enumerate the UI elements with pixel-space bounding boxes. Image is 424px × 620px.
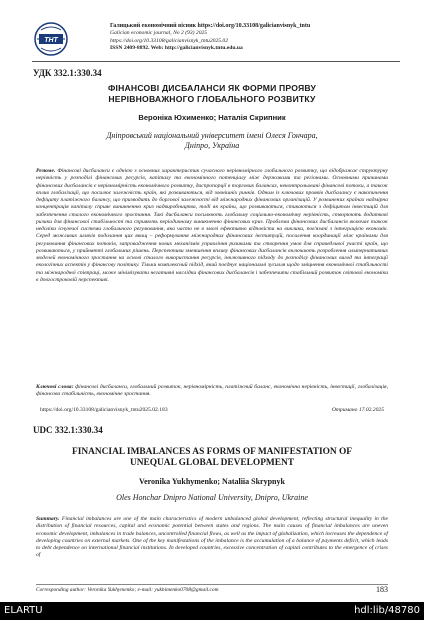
corresponding-author: Corresponding author: Veronika Yukhymenko; e-mail: yukhimenko0708@gmail.com — [36, 587, 219, 593]
repository-bar — [0, 602, 424, 620]
issue-doi[interactable]: https://doi.org/10.33108/galicianvisnyk_tntu2025.02 — [110, 37, 229, 44]
summary-en — [36, 516, 388, 560]
keywords-label: Ключові слова: — [36, 384, 74, 390]
header-divider — [32, 61, 400, 62]
journal-header — [32, 22, 408, 62]
affiliation-uk-line-2: Дніпро, Україна — [184, 141, 240, 150]
abstract-uk — [36, 168, 388, 284]
journal-title-en: Galician economic journal, No 2 (93) 2025 — [110, 30, 208, 37]
udc-code: UDC 332.1:330.34 — [33, 425, 103, 435]
journal-logo-icon — [34, 22, 68, 56]
keywords-text: фінансові дисбаланси, глобальний розвиток, нерівномірність, платіжний баланс, економічна нерівність, інвестиції, глобалізація, фінансова стабільність, економічне зростання. — [36, 384, 388, 398]
udk-code: УДК 332.1:330.34 — [33, 68, 102, 78]
summary-text: Financial imbalances are one of the main characteristics of modern unbalanced global development, reflecting structural inequality in the distribution of financial resources, capital and economic potential between states and regions. The main causes of financial imbalances are uneven economic development, imbalances in trade balances, uncontrolled financial flows, as well as the impact of globalization, which increases the dependence of developing countries on external markets. One of the key manifestations of the imbalance is the accumulation of a balance of payments deficit, which leads to debt dependence on international financial institutions. In developed countries, excessive concentration of capital contributes to the emergence of crises of — [36, 516, 388, 559]
abstract-text: Фінансові дисбаланси є однією з основних характеристик сучасного нерівномірного глобального розвитку, що відображає структурну нерівність у розподілі фінансових ресурсів, капіталу та економічного потенціалу між державами та регіонами. Основними причинами фінансових дисбалансів є нерівномірність економічного розвитку, диспропорції в торгових балансах, неконтрольовані фінансові потоки, а також вплив глобалізації, що посилює залежність країн, які розвиваються, від зовнішніх ринків. Одним із ключових проявів дисбалансу є накопичення дефіциту платіжного балансу, що призводить до боргової залежності від міжнародних фінансових організацій. У розвинених країнах надмірна концентрація капіталу сприяє виникненню криз надвиробництва, тоді як країни, що розвиваються, стикаються з дефіцитом інвестицій для забезпечення сталого економічного зростання. Такі дисбаланси посилюють глобальну соціально-економічну нерівність, створюють додаткові ризики для фінансової стабільності та сприяють періодичному виникненню фінансових криз. Проблема фінансових дисбалансів включає також недоліки існуючої системи глобального регулювання, яка часто не в змозі ефективно відповісти на виклики, пов'язані з інтеграцією економік. Серед можливих шляхів подолання цих явищ – реформування міжнародних фінансових інституцій, посилення координації між країнами для регулювання фінансових потоків, запровадження нових механізмів управління ризиками та створення умов для справедливої участі країн, що розвиваються, у прийнятті глобальних рішень. Перспективи зменшення впливу фінансових дисбалансів включають розроблення альтернативних моделей економічного зростання на основі сталого використання ресурсів, інклюзивного підходу до розподілу фінансових вигод та інтеграції екологічних аспектів у фінансову політику. Тільки комплексний підхід, який поєднує національні зусилля щодо зміцнення економічної стабільності та міжнародної співпраці, може мінімізувати негативні наслідки фінансових дисбалансів і забезпечити стабільний розвиток світової економіки в довгостроковій перспективі. — [36, 168, 388, 283]
affiliation-en: Oles Honchar Dnipro National University, Dnipro, Ukraine — [116, 493, 308, 502]
authors-en: Veronika Yukhymenko; Nataliia Skrypnyk — [139, 477, 285, 486]
article-doi-link[interactable]: https://doi.org/10.33108/galicianvisnyk_tntu2025.02.183 — [40, 407, 168, 413]
handle-id[interactable]: hdl:lib/48780 — [354, 605, 420, 616]
keywords-uk — [36, 384, 388, 399]
title-uk-line-1: ФІНАНСОВІ ДИСБАЛАНСИ ЯК ФОРМИ ПРОЯВУ — [107, 83, 316, 93]
title-uk-line-2: НЕРІВНОВАЖНОГО ГЛОБАЛЬНОГО РОЗВИТКУ — [108, 93, 316, 104]
logo-text: ТНТ — [44, 37, 58, 44]
abstract-label: Резюме. — [36, 168, 56, 174]
affiliation-uk — [32, 131, 392, 151]
repository-name[interactable]: ELARTU — [4, 605, 43, 616]
article-title-en — [32, 447, 392, 469]
received-date: Отримано 17.02.2025 — [331, 407, 384, 413]
page-footer — [36, 584, 388, 593]
journal-title-uk[interactable]: Галицький економічний вісник https://doi.org/10.33108/galicianvisnyk_tntu — [110, 23, 311, 29]
summary-label: Summary. — [36, 516, 60, 522]
title-en-line-1: FINANCIAL IMBALANCES AS FORMS OF MANIFESTATION OF — [71, 447, 353, 457]
affiliation-uk-line-1: Дніпровський національний університет імені Олеся Гончара, — [106, 131, 318, 140]
page-number: 183 — [376, 585, 388, 594]
authors-uk: Вероніка Юхименко; Наталія Скрипник — [138, 113, 286, 122]
article-title-uk — [32, 83, 392, 104]
title-en-line-2: UNEQUAL GLOBAL DEVELOPMENT — [129, 458, 295, 468]
journal-info — [110, 23, 410, 53]
issn-web[interactable]: ISSN 2409-8892. Web: http://galicianvisnyk.tntu.edu.ua — [110, 45, 243, 52]
